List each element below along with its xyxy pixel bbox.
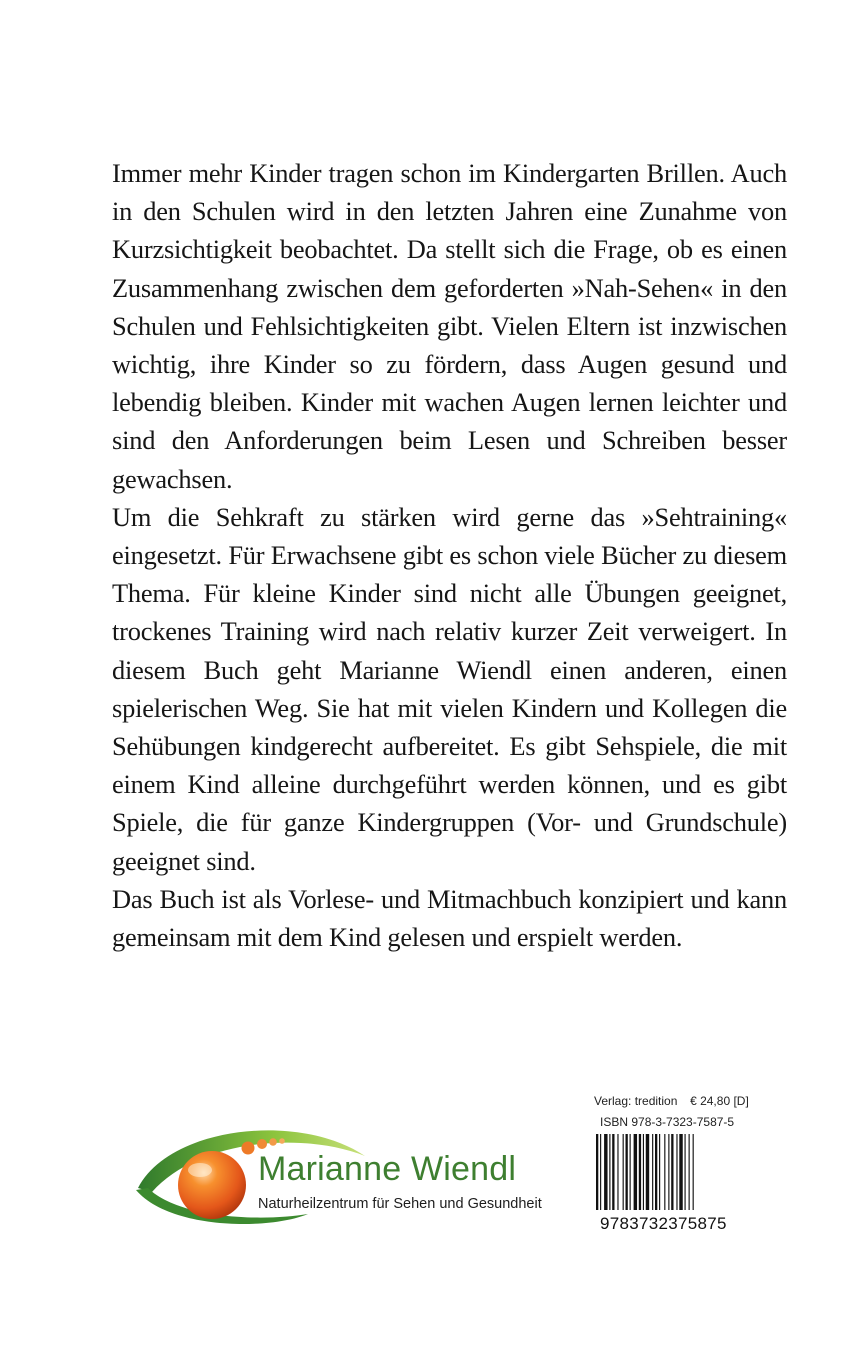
blurb-paragraph-1: Immer mehr Kinder tragen schon im Kindergarten Brillen. Auch in den Schulen wird in den letzten Jahren eine Zunahme von Kurzsichtigkeit beobachtet. Da stellt sich die Frage, ob es einen Zusammenhang zwischen dem geforderten »Nah-Sehen« in den Schulen und Fehlsichtigkeiten gibt. Vielen Eltern ist inzwischen wichtig, ihre Kinder so zu fördern, dass Augen gesund und lebendig bleiben. Kinder mit wachen Augen lernen leichter und sind den Anforderungen beim Lesen und Schreiben besser gewachsen. [112, 158, 787, 494]
barcode-bar [612, 1134, 614, 1210]
barcode-bar [646, 1134, 649, 1210]
barcode-bar [659, 1134, 660, 1210]
blurb-paragraph-3: Das Buch ist als Vorlese- und Mitmachbuch konzipiert und kann gemeinsam mit dem Kind gelesen und erspielt werden. [112, 883, 787, 953]
price: € 24,80 [D] [690, 1094, 749, 1108]
barcode-bar [668, 1134, 669, 1210]
barcode-bar [634, 1134, 637, 1210]
barcode-bar [623, 1134, 624, 1210]
barcode-bar [609, 1134, 610, 1210]
barcode-bar [600, 1134, 601, 1210]
barcode-bar [604, 1134, 607, 1210]
isbn: ISBN 978-3-7323-7587-5 [600, 1115, 735, 1129]
barcode-bar [630, 1134, 631, 1210]
barcode-bar [617, 1134, 618, 1210]
publisher-name: Verlag: tredition [594, 1094, 678, 1108]
barcode-bar [639, 1134, 641, 1210]
logo-name: Marianne Wiendl [258, 1150, 517, 1188]
blurb-paragraph-2: Um die Sehkraft zu stärken wird gerne das »Sehtraining« eingesetzt. Für Erwachsene gibt es schon viele Bücher zu diesem Thema. Für kleine Kinder sind nicht alle Übungen geeignet, trockenes Training wird nach relativ kurzer Zeit verweigert. In diesem Buch geht Marianne Wiendl einen anderen, einen spielerischen Weg. Sie hat mit vielen Kindern und Kollegen die Sehübungen kindgerecht aufbereitet. Es gibt Sehspiele, die mit einem Kind alleine durchgeführt werden können, und es gibt Spiele, die für ganze Kindergruppen (Vor- und Grundschule) geeignet sind. [112, 501, 787, 876]
barcode-bar [664, 1134, 665, 1210]
logo-tagline: Naturheilzentrum für Sehen und Gesundheit [258, 1196, 542, 1212]
barcode-bar [671, 1134, 673, 1210]
barcode-bar [689, 1134, 690, 1210]
barcode-bar [676, 1134, 677, 1210]
back-cover-blurb [112, 154, 787, 956]
barcode-number: 9783732375875 [600, 1214, 727, 1233]
barcode-bar [685, 1134, 686, 1210]
barcode-bar [596, 1134, 598, 1210]
barcode-bar [626, 1134, 628, 1210]
barcode-bar [655, 1134, 657, 1210]
barcode-bar [693, 1134, 694, 1210]
publisher-price-line [594, 1094, 764, 1108]
barcode-bar [643, 1134, 644, 1210]
barcode-bar [652, 1134, 653, 1210]
barcode [594, 1134, 754, 1210]
barcode-bar [679, 1134, 682, 1210]
